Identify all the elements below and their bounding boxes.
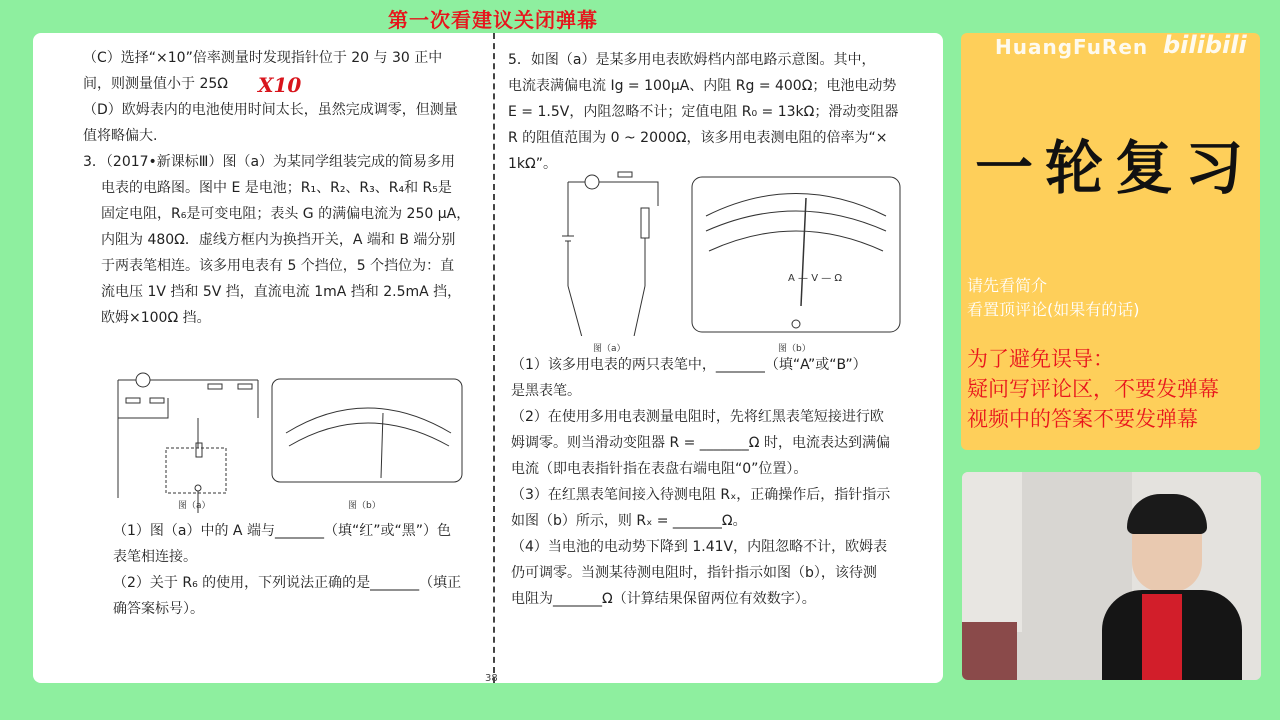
page-number: 38 <box>485 673 498 683</box>
warning-text <box>967 344 1219 434</box>
text-line: 3．（2017•新课标Ⅲ）图（a）为某同学组装完成的简易多用 <box>83 154 456 170</box>
text-line: 1kΩ”。 <box>508 156 557 172</box>
right-column <box>508 47 903 177</box>
figure-caption: 图（a） <box>178 501 211 511</box>
text-line: E = 1.5V，内阻忽略不计；定值电阻 R₀ = 13kΩ；滑动变阻器 <box>508 104 899 120</box>
figure-caption: 图（b） <box>348 501 381 511</box>
left-questions <box>113 518 483 622</box>
ohmmeter-circuit-figure-a <box>558 166 668 336</box>
ohmmeter-dial-figure-b <box>691 176 901 333</box>
question-line: 表笔相连接。 <box>113 549 197 565</box>
notice-line: 看置顶评论(如果有的话) <box>967 300 1140 319</box>
figure-caption: 图（a） <box>593 344 626 354</box>
question-line: （1）图（a）中的 A 端与_______（填“红”或“黑”）色 <box>113 523 451 539</box>
question-line: 电流（即电表指针指在表盘右端电阻“0”位置）。 <box>511 461 808 477</box>
question-line: 如图（b）所示，则 Rₓ = _______Ω。 <box>511 513 747 529</box>
text-line: 间，则测量值小于 25Ω <box>83 76 228 92</box>
column-divider <box>493 33 495 683</box>
text-line: R 的阻值范围为 0 ~ 2000Ω，该多用电表测电阻的倍率为“× <box>508 130 888 146</box>
circuit-figure-a <box>108 358 268 518</box>
text-line: 电表的电路图。图中 E 是电池；R₁、R₂、R₃、R₄和 R₅是 <box>101 180 452 196</box>
notice-line: 请先看简介 <box>967 276 1048 295</box>
question-line: （2）关于 R₆ 的使用，下列说法正确的是_______（填正 <box>113 575 462 591</box>
document-page <box>33 33 943 683</box>
notice-text <box>967 274 1140 322</box>
warning-line: 疑问写评论区，不要发弹幕 <box>967 377 1219 401</box>
question-line: 确答案标号）。 <box>113 601 204 617</box>
text-line: 于两表笔相连。该多用电表有 5 个挡位，5 个挡位为：直 <box>101 258 455 274</box>
question-line: （2）在使用多用电表测量电阻时，先将红黑表笔短接进行欧 <box>511 409 884 425</box>
question-line: 仍可调零。当测某待测电阻时，指针指示如图（b），该待测 <box>511 565 877 581</box>
warning-line: 视频中的答案不要发弹幕 <box>967 407 1198 431</box>
text-line: 内阻为 480Ω．虚线方框内为换挡开关，A 端和 B 端分别 <box>101 232 456 248</box>
question-line: 姆调零。则当滑动变阻器 R = _______Ω 时，电流表达到满偏 <box>511 435 890 451</box>
text-line: （C）选择“×10”倍率测量时发现指针位于 20 与 30 正中 <box>83 50 443 66</box>
question-line: （4）当电池的电动势下降到 1.41V，内阻忽略不计，欧姆表 <box>511 539 888 555</box>
question-line: （3）在红黑表笔间接入待测电阻 Rₓ，正确操作后，指针指示 <box>511 487 891 503</box>
text-line: 值将略偏大. <box>83 128 158 144</box>
question-line: 电阻为_______Ω（计算结果保留两位有效数字）。 <box>511 591 816 607</box>
webcam-video <box>962 472 1261 680</box>
text-line: （D）欧姆表内的电池使用时间太长，虽然完成调零，但测量 <box>83 102 458 118</box>
danmaku-banner: 第一次看建议关闭弹幕 <box>388 8 598 32</box>
meter-label: A — V — Ω <box>788 273 843 284</box>
text-line: 流电压 1V 挡和 5V 挡，直流电流 1mA 挡和 2.5mA 挡， <box>101 284 462 300</box>
course-title: 一轮复习 <box>975 134 1256 202</box>
question-line: （1）该多用电表的两只表笔中，_______（填“A”或“B”） <box>511 357 867 373</box>
text-line: 电流表满偏电流 Ig = 100μA、内阻 Rg = 400Ω；电池电动势 <box>508 78 897 94</box>
warning-line: 为了避免误导： <box>967 347 1114 371</box>
bilibili-logo-icon: bilibili <box>1163 31 1247 59</box>
figure-caption: 图（b） <box>778 344 811 354</box>
meter-dial-figure-b <box>271 378 463 483</box>
text-line: 欧姆×100Ω 挡。 <box>101 310 211 326</box>
text-line: 固定电阻，R₆是可变电阻；表头 G 的满偏电流为 250 μA， <box>101 206 471 222</box>
handwritten-note: X10 <box>258 73 302 97</box>
right-questions <box>511 352 911 612</box>
question-line: 是黑表笔。 <box>511 383 581 399</box>
text-line: 5．如图（a）是某多用电表欧姆档内部电路示意图。其中， <box>508 52 876 68</box>
channel-watermark: HuangFuRen <box>995 35 1149 59</box>
info-panel <box>961 33 1260 450</box>
